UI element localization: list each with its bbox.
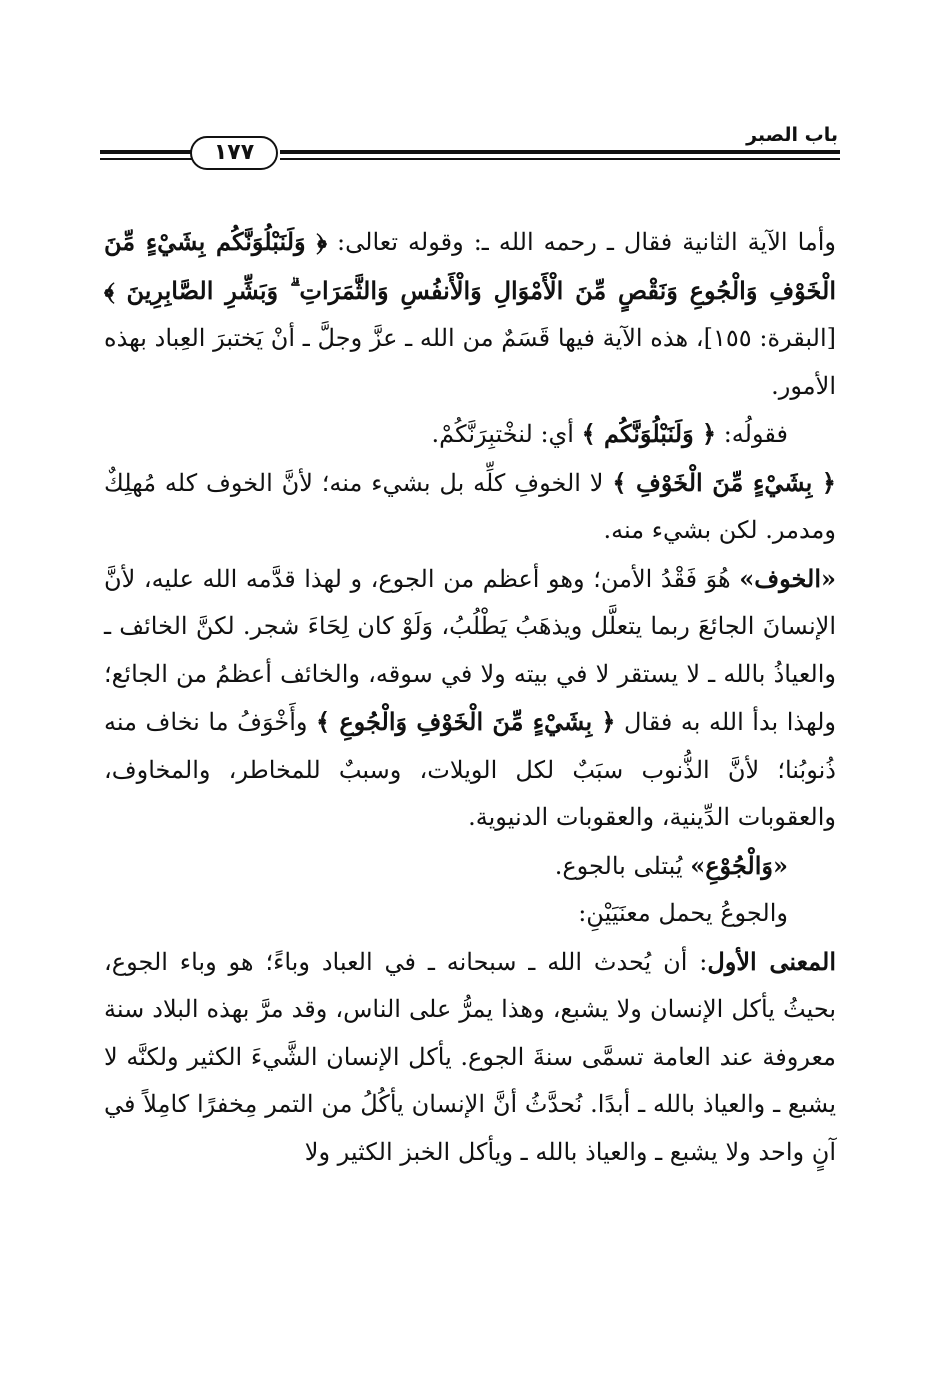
paragraph — [104, 890, 836, 938]
quran-verse: ﴿ وَلَنَبْلُوَنَّكُم ﴾ — [581, 419, 717, 448]
paragraph-text: أي: لنخْتبِرَنَّكُمْ. — [431, 420, 582, 448]
paragraph-text: يُبتلى بالجوع. — [554, 851, 691, 880]
bold-term: «وَالْجُوْعِ» — [690, 850, 788, 880]
paragraph — [104, 555, 836, 842]
header-rule-thick-right — [280, 150, 840, 154]
page-number: ١٧٧ — [190, 136, 278, 170]
page-header — [100, 118, 840, 178]
paragraph — [104, 410, 836, 459]
bold-term: المعنى الأول — [707, 946, 836, 976]
paragraph-text: وأَخْوَفُ ما نخاف منه ذُنوبُنا؛ لأنَّ الذُّنوب سبَبٌ لكل الويلات، وسببٌ للمخاطر، والمخاوف، والعقوبات الدِّينية، والعقوبات الدنيوية. — [104, 708, 836, 831]
paragraph — [104, 842, 836, 891]
paragraph-text: [البقرة: ١٥٥]، هذه الآية فيها قَسَمٌ من الله ـ عزَّ وجلَّ ـ أنْ يَختبرَ العِباد بهذه الأمور. — [104, 324, 836, 400]
paragraph — [104, 459, 836, 555]
header-rule-thin-right — [280, 158, 840, 160]
chapter-title: باب الصبر — [746, 124, 838, 146]
bold-term: «الخوف» — [739, 563, 837, 593]
paragraph-text: فقولُه: — [716, 420, 788, 448]
paragraph-text: وأما الآية الثانية فقال ـ رحمه الله ـ: وقوله تعالى: — [327, 228, 837, 256]
paragraph — [104, 218, 836, 410]
quran-verse: ﴿ بِشَيْءٍ مِّنَ الْخَوْفِ ﴾ — [612, 467, 836, 497]
paragraph-text: هُوَ فَقْدُ الأمن؛ وهو أعظم من الجوع، و لهذا قدَّمه الله عليه، لأنَّ الإنسانَ الجائعَ ربما يتعلَّل ويذهَبُ يَطْلُبُ، وَلَوْ كان لِحَاءَ شجر. لكنَّ الخائف ـ والعياذُ بالله ـ لا يستقر لا في بيته ولا في سوقه، والخائف أعظمُ من الجائع؛ ولهذا بدأ الله به فقال — [104, 564, 836, 736]
quran-verse: ﴿ بِشَيْءٍ مِّنَ الْخَوْفِ وَالْجُوعِ ﴾ — [316, 707, 616, 736]
page-body-text — [104, 218, 836, 1176]
paragraph-text: لا الخوفِ كلِّه بل بشيء منه؛ لأنَّ الخوف كله مُهلِكٌ ومدمر. لكن بشيء منه. — [104, 468, 836, 544]
header-rule-thick-left — [100, 150, 196, 154]
quran-verse: ﴿ وَلَنَبْلُوَنَّكُم بِشَيْءٍ مِّنَ الْخَوْفِ وَالْجُوعِ وَنَقْصٍ مِّنَ الْأَمْوَالِ وَالْأَنفُسِ وَالثَّمَرَاتِ ۗ وَبَشِّرِ الصَّابِرِينَ ﴾ — [104, 227, 836, 305]
paragraph-text: : أن يُحدث الله ـ سبحانه ـ في العباد وباءً؛ هو وباء الجوع، بحيثُ يأكل الإنسان ولا يشبع، وهذا يمرُّ على الناس، وقد مرَّ بهذه البلاد سنة معروفة عند العامة تسمَّى سنةَ الجوع. يأكل الإنسان الشَّيءَ الكثير ولكنَّه لا يشبع ـ والعياذ بالله ـ أبدًا. نُحدَّثُ أنَّ الإنسان يأكُلُ من التمر مِخفرًا كامِلاً في آنٍ واحد ولا يشبع ـ والعياذ بالله ـ ويأكل الخبز الكثير ولا — [104, 947, 837, 1166]
header-rule-thin-left — [100, 158, 196, 160]
paragraph-text: والجوعُ يحمل معنَيَيْنِ: — [578, 899, 788, 927]
paragraph — [104, 938, 836, 1177]
